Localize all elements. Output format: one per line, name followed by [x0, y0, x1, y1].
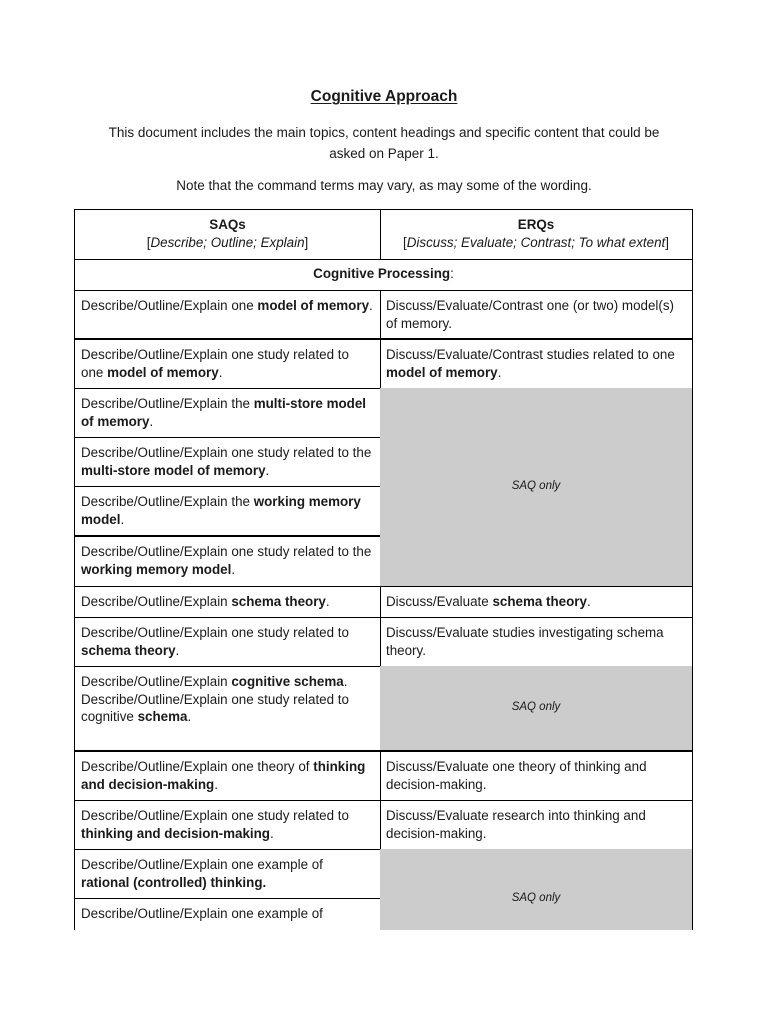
erq-cell: Discuss/Evaluate schema theory.	[380, 586, 693, 618]
note-paragraph: Note that the command terms may vary, as may some of the wording.	[176, 178, 592, 193]
saq-cell: Describe/Outline/Explain one example of	[75, 898, 381, 930]
saq-cell: Describe/Outline/Explain one theory of thinking and decision-making.	[75, 751, 381, 801]
saq-cell: Describe/Outline/Explain the working memory model.	[75, 486, 381, 537]
saq-only-label: SAQ only	[511, 480, 561, 493]
section-heading-suffix: :	[450, 266, 454, 281]
saq-only-cell	[380, 388, 693, 587]
content-table	[74, 209, 693, 930]
erq-cell: Discuss/Evaluate one theory of thinking and decision-making.	[380, 751, 693, 801]
erq-cell: Discuss/Evaluate/Contrast one (or two) model(s) of memory.	[380, 290, 693, 340]
section-heading-label: Cognitive Processing	[313, 266, 451, 281]
saq-header-terms: [Describe; Outline; Explain]	[146, 234, 309, 250]
saq-header	[75, 210, 381, 260]
saq-only-cell	[380, 849, 693, 930]
page-title: Cognitive Approach	[310, 88, 458, 105]
saq-only-label: SAQ only	[511, 891, 561, 904]
erq-header-title: ERQs	[517, 217, 555, 232]
erq-header	[380, 210, 693, 260]
saq-only-cell	[380, 666, 693, 752]
saq-cell: Describe/Outline/Explain one study related to schema theory.	[75, 617, 381, 667]
saq-cell: Describe/Outline/Explain one study related to the working memory model.	[75, 536, 381, 587]
saq-header-title: SAQs	[209, 217, 246, 232]
erq-cell: Discuss/Evaluate research into thinking and decision-making.	[380, 800, 693, 850]
erq-cell: Discuss/Evaluate/Contrast studies related to one model of memory.	[380, 339, 693, 389]
saq-cell: Describe/Outline/Explain one study related to thinking and decision-making.	[75, 800, 381, 850]
intro-paragraph: This document includes the main topics, content headings and specific content that could be asked on Paper 1.	[108, 125, 660, 161]
saq-cell: Describe/Outline/Explain one model of memory.	[75, 290, 381, 340]
saq-cell: Describe/Outline/Explain schema theory.	[75, 586, 381, 618]
saq-cell: Describe/Outline/Explain the multi-store model of memory.	[75, 388, 381, 438]
saq-only-label: SAQ only	[511, 701, 561, 714]
saq-cell: Describe/Outline/Explain cognitive schema. Describe/Outline/Explain one study related to cognitive schema.	[75, 666, 381, 752]
saq-cell: Describe/Outline/Explain one study related to one model of memory.	[75, 339, 381, 389]
saq-cell: Describe/Outline/Explain one example of rational (controlled) thinking.	[75, 849, 381, 899]
erq-header-terms: [Discuss; Evaluate; Contrast; To what extent]	[403, 234, 669, 250]
saq-cell: Describe/Outline/Explain one study related to the multi-store model of memory.	[75, 437, 381, 487]
section-heading	[75, 259, 693, 291]
erq-cell: Discuss/Evaluate studies investigating schema theory.	[380, 617, 693, 667]
